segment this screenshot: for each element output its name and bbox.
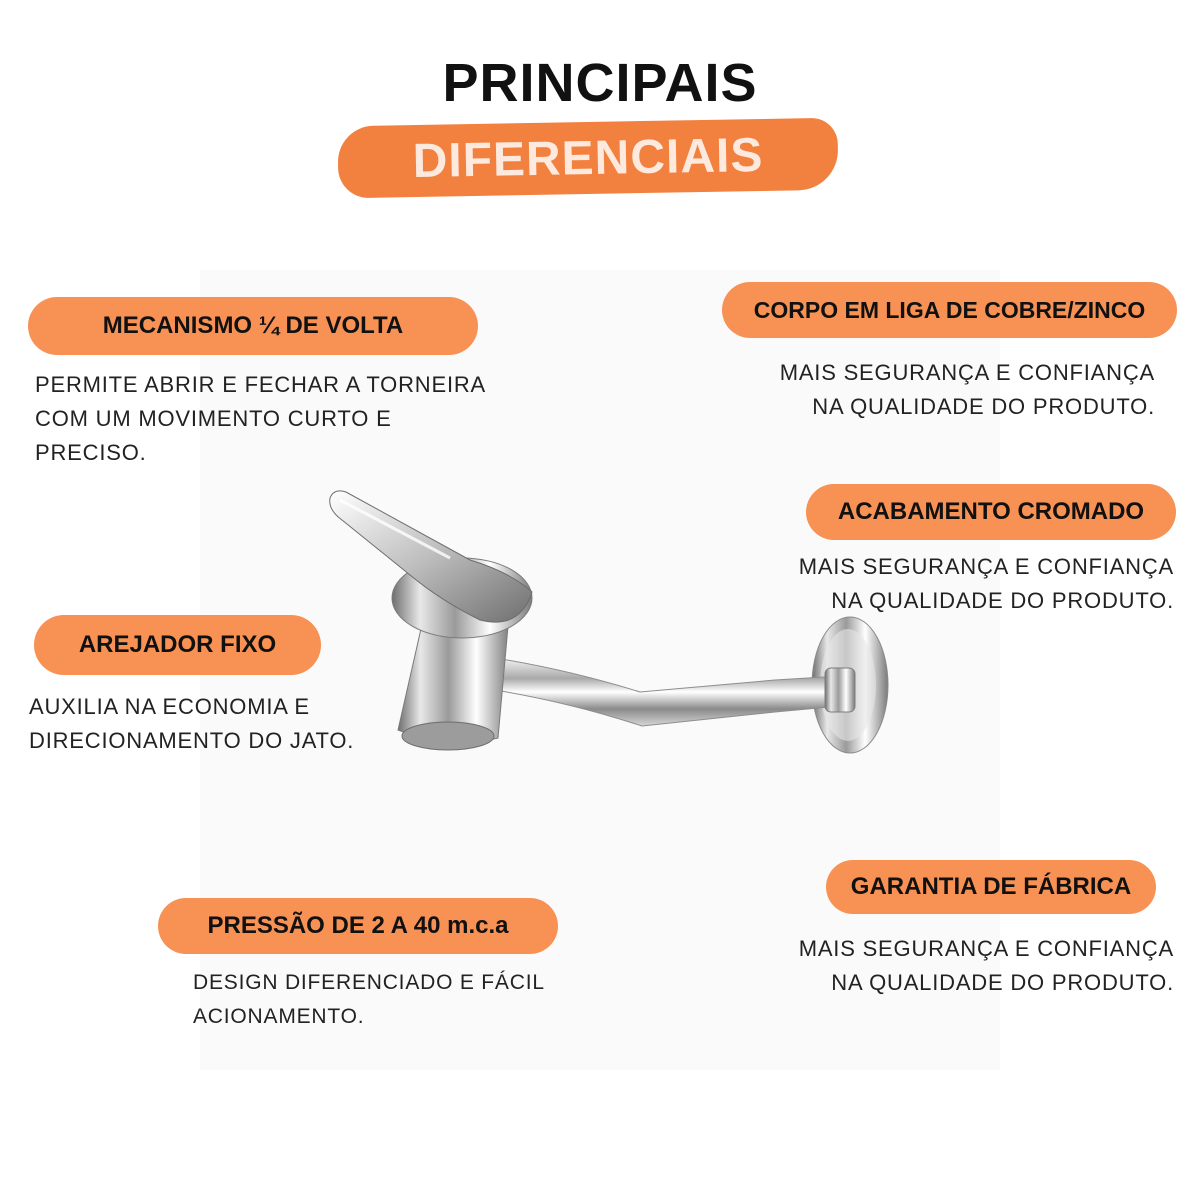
feature-mecanismo-description bbox=[35, 368, 555, 470]
desc-line: NA QUALIDADE DO PRODUTO. bbox=[831, 588, 1174, 613]
feature-corpo-pill bbox=[722, 282, 1177, 338]
desc-line: ACIONAMENTO. bbox=[193, 1005, 365, 1028]
desc-line: PRECISO. bbox=[35, 440, 147, 465]
desc-line: NA QUALIDADE DO PRODUTO. bbox=[831, 970, 1174, 995]
feature-garantia-description bbox=[660, 932, 1174, 1000]
feature-corpo-label: CORPO EM LIGA DE COBRE/ZINCO bbox=[753, 296, 1146, 323]
feature-garantia-label: GARANTIA DE FÁBRICA bbox=[850, 873, 1132, 900]
desc-line: MAIS SEGURANÇA E CONFIANÇA bbox=[798, 936, 1174, 961]
feature-pressao-label: PRESSÃO DE 2 A 40 m.c.a bbox=[207, 912, 509, 939]
desc-line: COM UM MOVIMENTO CURTO E bbox=[35, 406, 392, 431]
desc-line: DESIGN DIFERENCIADO E FÁCIL bbox=[193, 971, 545, 994]
desc-line: NA QUALIDADE DO PRODUTO. bbox=[812, 394, 1155, 419]
feature-arejador-label: AREJADOR FIXO bbox=[78, 631, 277, 658]
feature-acabamento-pill bbox=[806, 484, 1176, 540]
feature-acabamento-label: ACABAMENTO CROMADO bbox=[837, 498, 1145, 525]
feature-acabamento-description bbox=[660, 550, 1174, 618]
feature-pressao-description bbox=[193, 966, 613, 1034]
feature-arejador-pill bbox=[34, 615, 321, 675]
feature-garantia-pill bbox=[826, 860, 1156, 914]
desc-line: DIRECIONAMENTO DO JATO. bbox=[29, 728, 355, 753]
page-title: PRINCIPAIS bbox=[442, 53, 758, 113]
desc-line: PERMITE ABRIR E FECHAR A TORNEIRA bbox=[35, 372, 487, 397]
feature-pressao-pill bbox=[158, 898, 558, 954]
desc-line: MAIS SEGURANÇA E CONFIANÇA bbox=[779, 360, 1155, 385]
feature-corpo-description bbox=[640, 356, 1155, 424]
title-highlight-pill bbox=[337, 118, 838, 199]
feature-arejador-description bbox=[29, 690, 449, 758]
page-subtitle: DIFERENCIAIS bbox=[412, 128, 764, 188]
desc-line: AUXILIA NA ECONOMIA E bbox=[29, 694, 310, 719]
feature-mecanismo-pill bbox=[28, 297, 478, 355]
feature-mecanismo-label: MECANISMO ¼ DE VOLTA bbox=[102, 312, 404, 339]
desc-line: MAIS SEGURANÇA E CONFIANÇA bbox=[798, 554, 1174, 579]
